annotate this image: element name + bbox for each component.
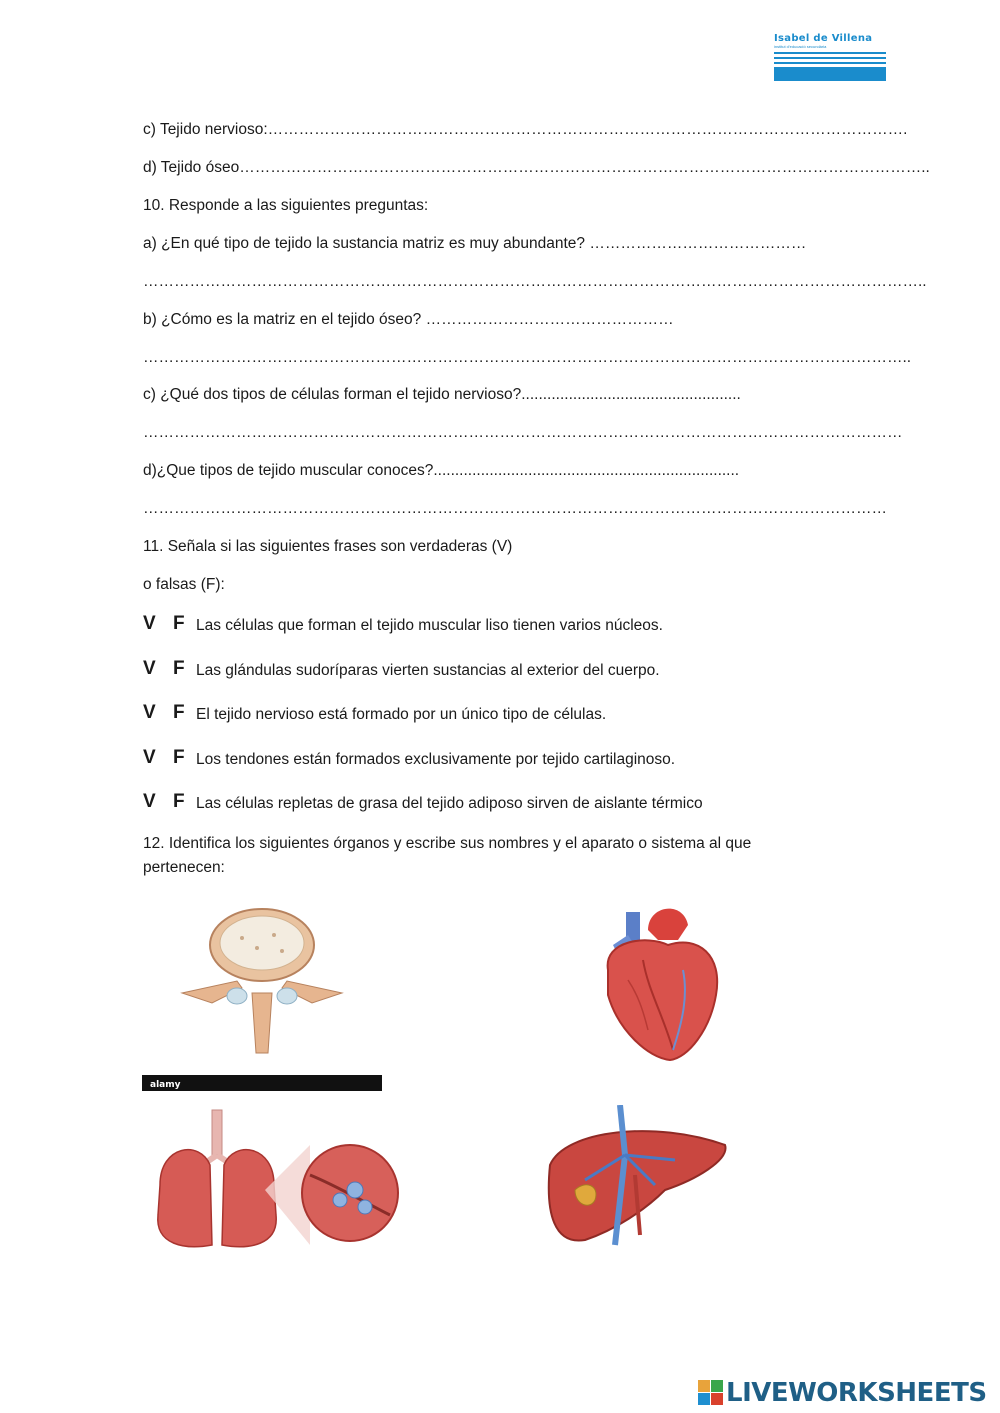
statement-text: El tejido nervioso está formado por un único tipo de células.	[196, 706, 607, 723]
school-logo	[774, 34, 886, 96]
watermark-text: alamy	[150, 1080, 181, 1090]
statement-text: Las células repletas de grasa del tejido adiposo sirven de aislante térmico	[196, 795, 703, 812]
liver-image	[545, 1105, 735, 1255]
school-logo-text: Isabel de Villena	[774, 33, 873, 44]
question-10c: c) ¿Qué dos tipos de células forman el tejido nervioso?...................................................	[143, 386, 741, 403]
logo-block	[774, 67, 886, 81]
liveworksheets-logo[interactable]	[698, 1378, 994, 1408]
answer-line-10c: …………………………………………………………………………………………………………………………………	[143, 424, 903, 441]
statement-text: Las glándulas sudoríparas vierten sustancias al exterior del cuerpo.	[196, 662, 660, 679]
answer-line-10a: ……………………………………………………………………………………………………………………………………..	[143, 273, 927, 290]
answer-line-10d: ………………………………………………………………………………………………………………………………	[143, 500, 887, 517]
question-11-title-cont: o falsas (F):	[143, 576, 225, 593]
true-option[interactable]: V	[143, 747, 156, 768]
question-11-title: 11. Señala si las siguientes frases son verdaderas (V)	[143, 538, 513, 555]
true-option[interactable]: V	[143, 791, 156, 812]
question-12-title-cont: pertenecen:	[143, 859, 225, 876]
vertebra-image	[142, 893, 382, 1091]
logo-stripe	[774, 57, 886, 59]
question-10a: a) ¿En qué tipo de tejido la sustancia matriz es muy abundante? ……………………………………	[143, 235, 807, 252]
false-option[interactable]: F	[173, 658, 185, 679]
true-option[interactable]: V	[143, 702, 156, 723]
true-option[interactable]: V	[143, 658, 156, 679]
tejido-nervioso-line: c) Tejido nervioso:…………………………………………………………………………………………………………….	[143, 121, 908, 138]
answer-line-10b: …………………………………………………………………………………………………………………………………..	[143, 349, 912, 366]
heart-image	[588, 900, 738, 1065]
question-10d: d)¿Que tipos de tejido muscular conoces?.......................................................................	[143, 462, 740, 479]
question-10b: b) ¿Cómo es la matriz en el tejido óseo? …………………………………………	[143, 311, 674, 328]
statement-text: Los tendones están formados exclusivamente por tejido cartilaginoso.	[196, 751, 676, 768]
tejido-oseo-line: d) Tejido óseo……………………………………………………………………………………………………………………..	[143, 159, 930, 176]
statement-text: Las células que forman el tejido muscular liso tienen varios núcleos.	[196, 617, 663, 634]
logo-stripe	[774, 62, 886, 64]
false-option[interactable]: F	[173, 702, 185, 723]
liveworksheets-brand: LIVEWORKSHEETS	[726, 1378, 987, 1408]
false-option[interactable]: F	[173, 791, 185, 812]
question-12-title: 12. Identifica los siguientes órganos y escribe sus nombres y el aparato o sistema al que	[143, 835, 752, 852]
true-option[interactable]: V	[143, 613, 156, 634]
question-10-title: 10. Responde a las siguientes preguntas:	[143, 197, 429, 214]
false-option[interactable]: F	[173, 613, 185, 634]
logo-stripe	[774, 52, 886, 54]
lungs-image	[150, 1105, 400, 1255]
liveworksheets-badge-icon	[698, 1380, 724, 1406]
false-option[interactable]: F	[173, 747, 185, 768]
school-logo-subtitle: institut d'educació secundària	[774, 44, 827, 49]
